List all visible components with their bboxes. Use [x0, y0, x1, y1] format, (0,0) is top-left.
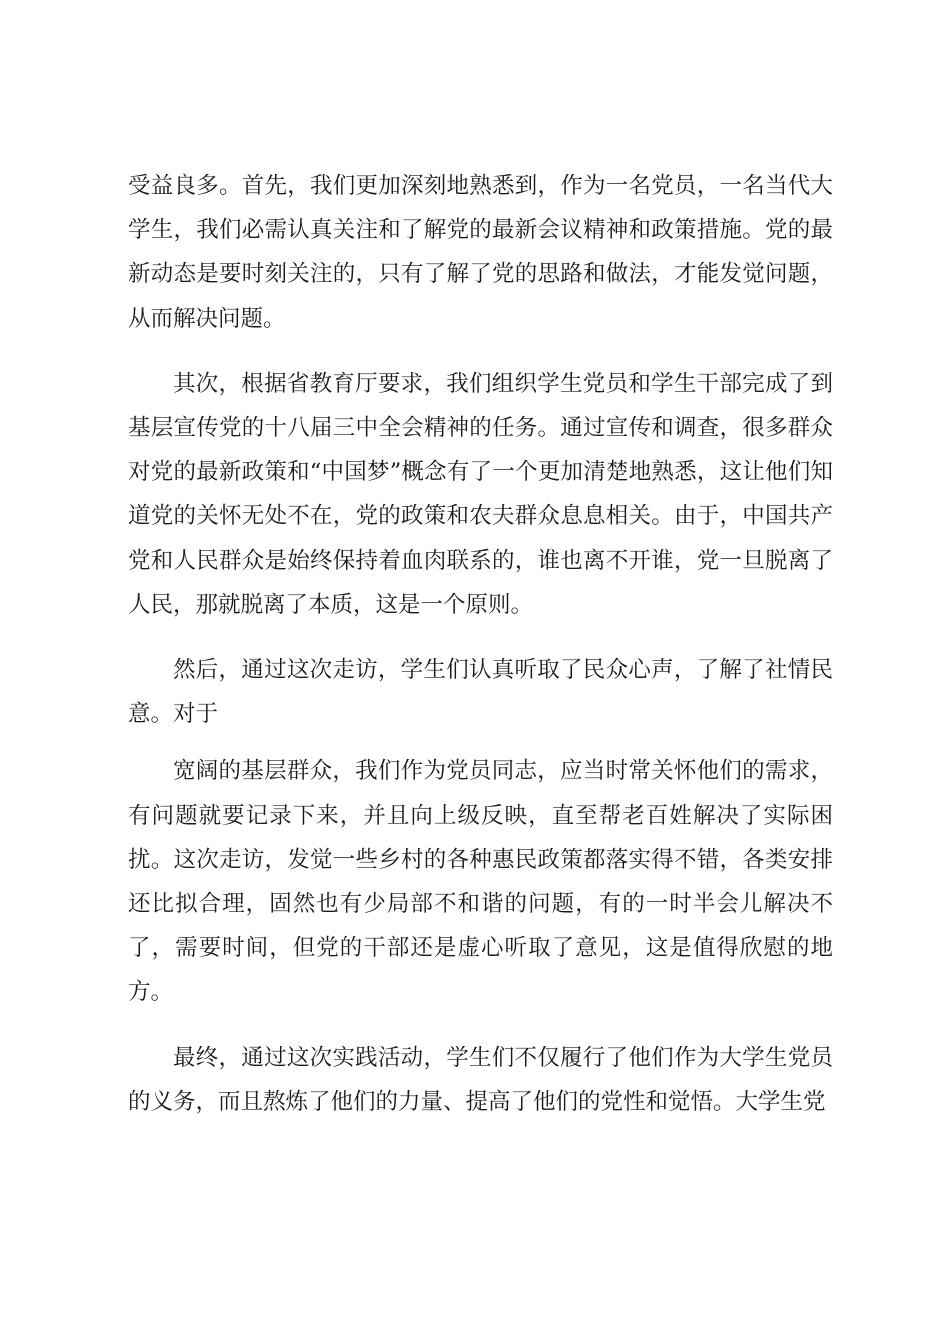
paragraph-1: 受益良多。首先，我们更加深刻地熟悉到，作为一名党员，一名当代大学生，我们必需认真关注和了解党的最新会议精神和政策措施。党的最新动态是要时刻关注的，只有了解了党的思路和做法，才能发觉问题，从而解决问题。: [128, 173, 833, 332]
paragraph-5: 最终，通过这次实践活动，学生们不仅履行了他们作为大学生党员的义务，而且熬炼了他们的力量、提高了他们的党性和觉悟。大学生党: [128, 1044, 833, 1115]
paragraph-3: 然后，通过这次走访，学生们认真听取了民众心声，了解了社情民意。对于: [128, 657, 833, 728]
document-body: [128, 164, 833, 1145]
paragraph-4: 宽阔的基层群众，我们作为党员同志，应当时常关怀他们的需求，有问题就要记录下来，并且向上级反映，直至帮老百姓解决了实际困扰。这次走访，发觉一些乡村的各种惠民政策都落实得不错，各类安排还比拟合理，固然也有少局部不和谐的问题，有的一时半会儿解决不了，需要时间，但党的干部还是虚心听取了意见，这是值得欣慰的地方。: [128, 758, 833, 1006]
paragraph-2: 其次，根据省教育厅要求，我们组织学生党员和学生干部完成了到基层宣传党的十八届三中全会精神的任务。通过宣传和调查，很多群众对党的最新政策和“中国梦”概念有了一个更加清楚地熟悉，这让他们知道党的关怀无处不在，党的政策和农夫群众息息相关。由于，中国共产党和人民群众是始终保持着血肉联系的，谁也离不开谁，党一旦脱离了人民，那就脱离了本质，这是一个原则。: [128, 370, 833, 618]
